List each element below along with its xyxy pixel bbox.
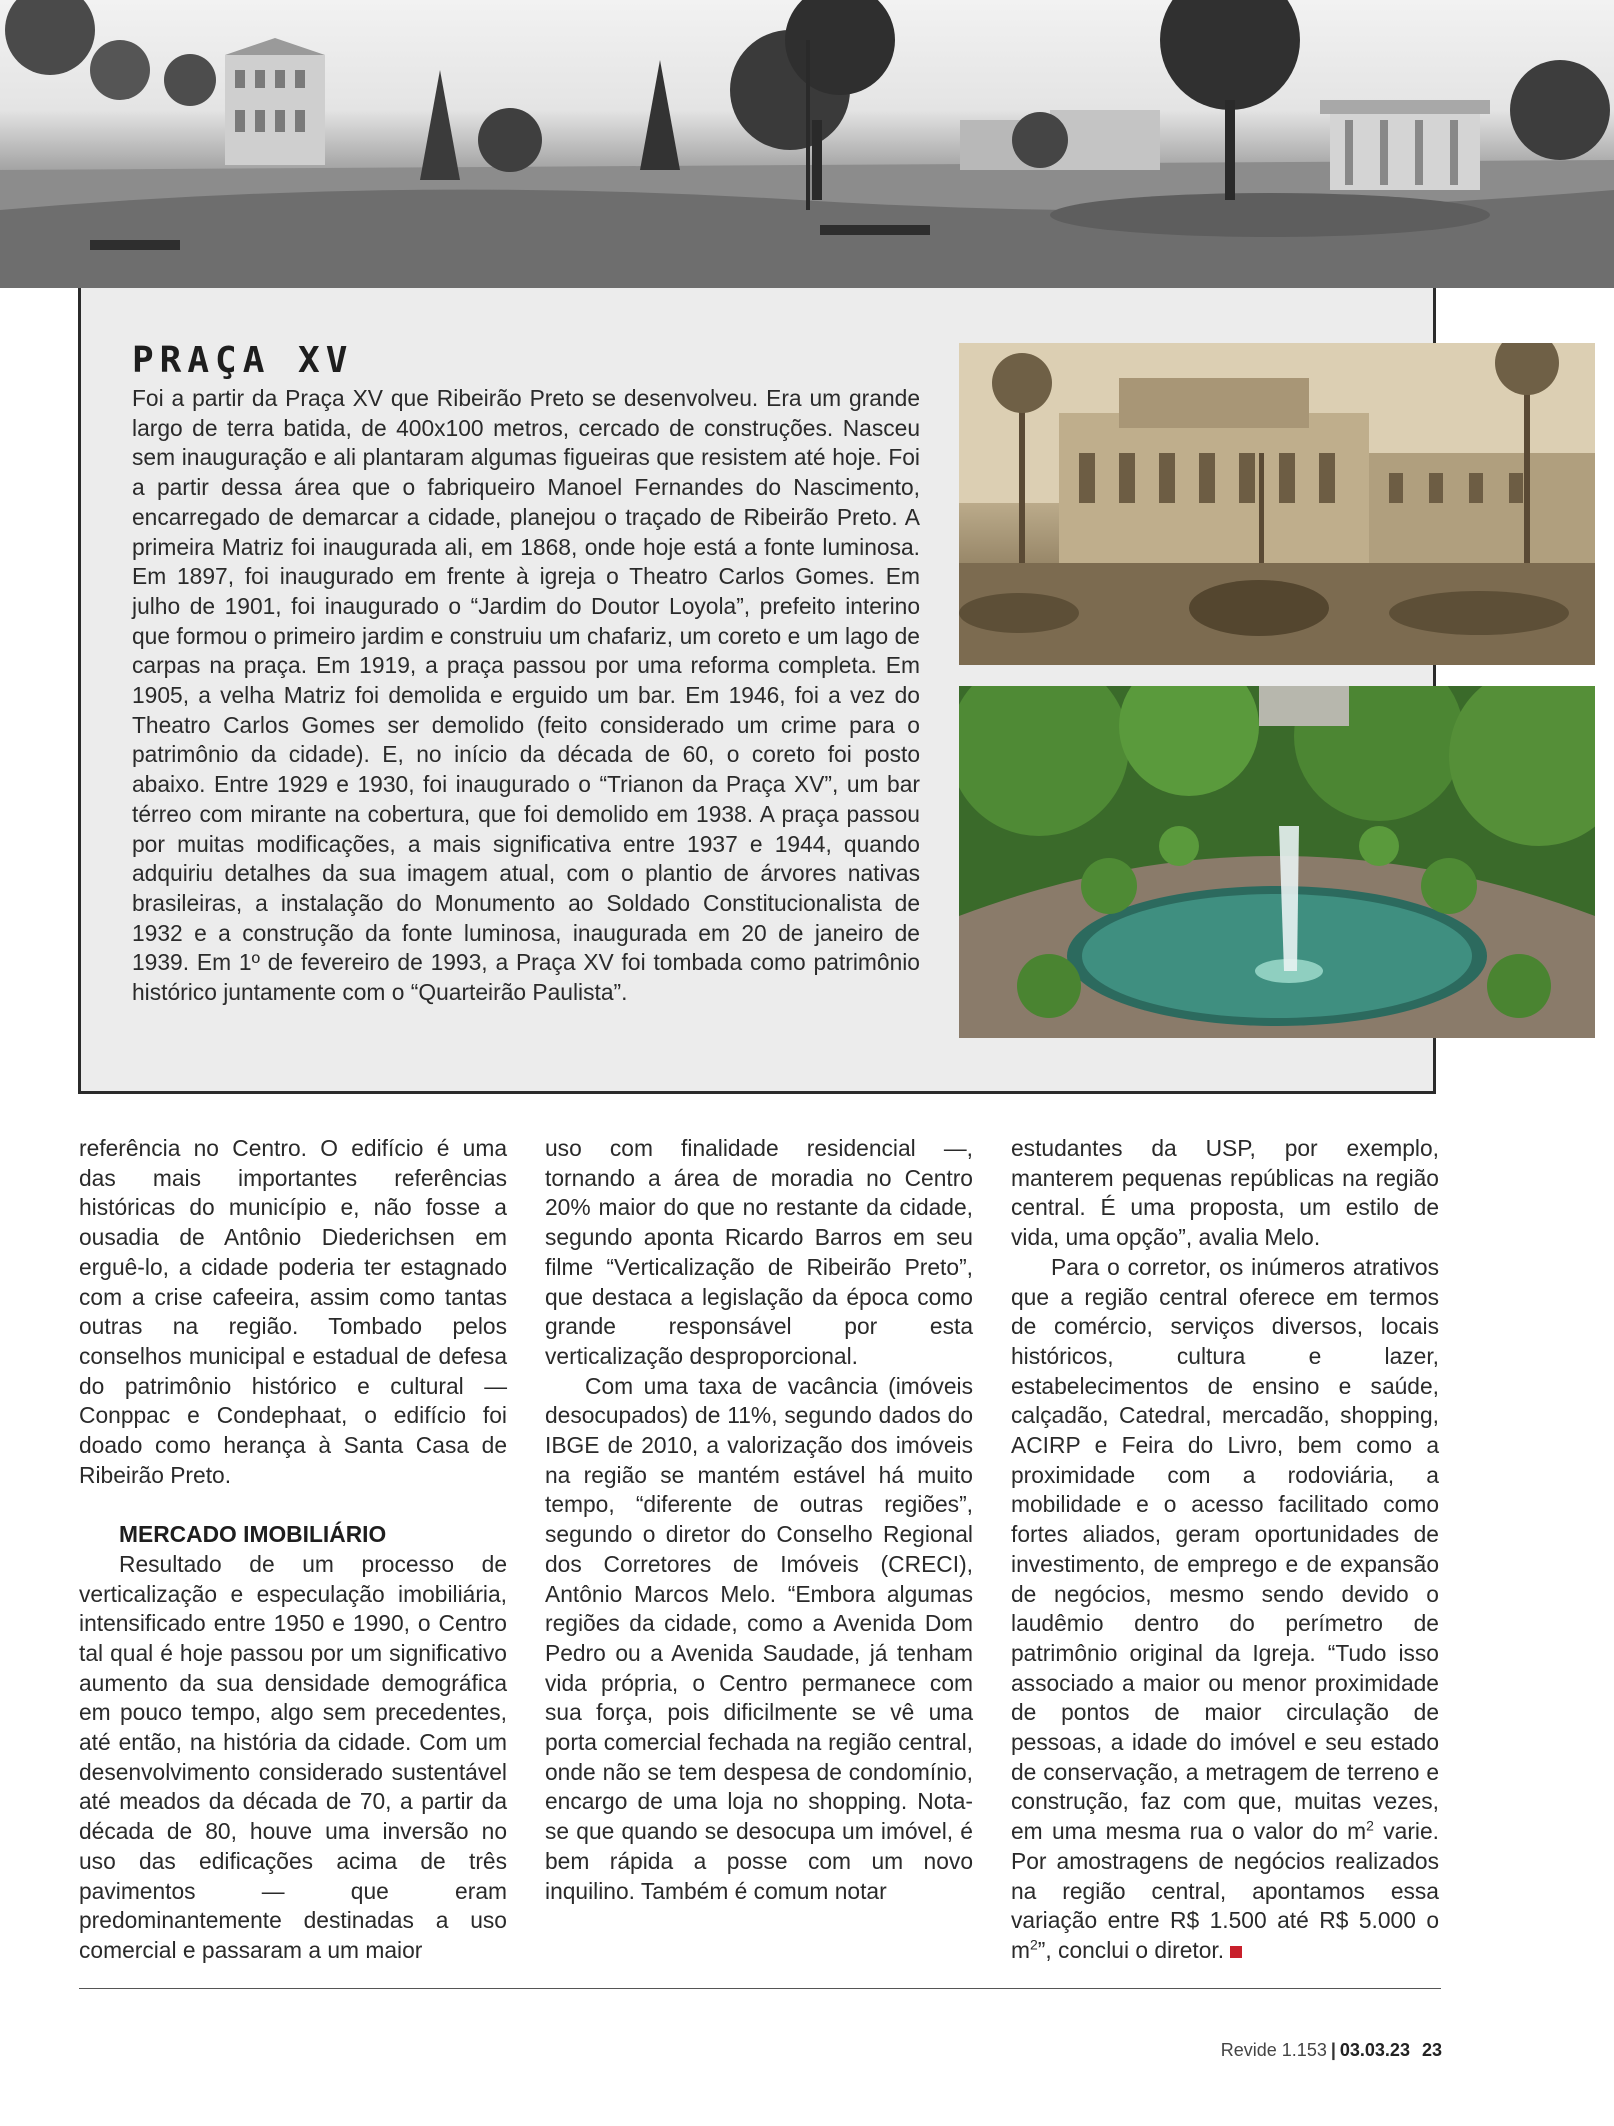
superscript-square-2: 2 [1030, 1936, 1038, 1953]
article-column-3 [1011, 1134, 1439, 1966]
theatre-illustration [959, 343, 1595, 665]
column-3-text-a: Para o corretor, os inúmeros atrativos que a região central oferece em termos de comércio, serviços diversos, locais históricos, cultura e lazer, estabelecimentos de ensino e saúde, calçadão, Catedral, mercadão, shopping, ACIRP e Feira do Livro, bem como a proximidade com a rodoviária, a mobilidade e o acesso facilitado como fortes aliados, geram oportunidades de investimento, de emprego e de expansão de negócios, mesmo sendo devido o laudêmio dentro do perímetro de patrimônio original da Igreja. “Tudo isso associado a maior ou menor proximidade de pontos de maior circulação de pessoas, a idade do imóvel e seu estado de conservação, a metragem de terreno e construção, faz com que, muitas vezes, em uma mesma rua o valor do m [1011, 1253, 1439, 1845]
article-end-square-icon [1230, 1946, 1242, 1958]
fountain-aerial-photo [959, 686, 1595, 1038]
column-3-paragraph-1: estudantes da USP, por exemplo, manterem pequenas repúblicas na região central. É uma proposta, um estilo de vida, uma opção”, avalia Melo. [1011, 1135, 1439, 1251]
column-3-text-c: ”, conclui o diretor. [1037, 1936, 1225, 1963]
sidebar-text: Foi a partir da Praça XV que Ribeirão Preto se desenvolveu. Era um grande largo de terra batida, de 400x100 metros, cercado de construções. Nasceu sem inauguração e ali plantaram algumas figueiras que resistem até hoje. Foi a partir dessa área que o fabriqueiro Manoel Fernandes do Nascimento, encarregado de demarcar a cidade, planejou o traçado de Ribeirão Preto. A primeira Matriz foi inaugurada ali, em 1868, onde hoje está a fonte luminosa. Em 1897, foi inaugurado em frente à igreja o Theatro Carlos Gomes. Em julho de 1901, foi inaugurado o “Jardim do Doutor Loyola”, prefeito interino que formou o primeiro jardim e construiu um chafariz, um coreto e um lago de carpas na praça. Em 1919, a praça passou por uma reforma completa. Em 1905, a velha Matriz foi demolida e erguido um bar. Em 1946, foi a vez do Theatro Carlos Gomes ser demolido (feito considerado um crime para o patrimônio da cidade). E, no início da década de 60, o coreto foi posto abaixo. Entre 1929 e 1930, foi inaugurado o “Trianon da Praça XV”, um bar térreo com mirante na cobertura, que foi demolido em 1938. A praça passou por muitas modificações, a mais significativa entre 1937 e 1944, quando adquiriu detalhes da sua imagem atual, com o plantio de árvores nativas brasileiras, a instalação do Monumento ao Soldado Constitucionalista de 1932 e a construção da fonte luminosa, inaugurada em 20 de janeiro de 1939. Em 1º de fevereiro de 1993, a Praça XV foi tombada como patrimônio histórico juntamente com o “Quarteirão Paulista”. [132, 385, 920, 1006]
footer-separator: | [1330, 2040, 1336, 2060]
footer-divider [79, 1988, 1441, 1989]
panorama-photo [0, 0, 1614, 288]
sidebar-title: PRAÇA XV [132, 340, 354, 381]
column-2-paragraph-1: uso com finalidade residencial —, tornando a área de moradia no Centro 20% maior do que no restante da cidade, segundo aponta Ricardo Barros em seu filme “Verticalização de Ribeirão Preto”, que destaca a legislação da época como grande responsável por esta verticalização desproporcional. [545, 1135, 973, 1369]
theatre-sepia-photo [959, 343, 1595, 665]
panorama-illustration [0, 0, 1614, 288]
column-3-text-b: varie. Por amostragens de negócios realizados na região central, apontamos essa variação entre R$ 1.500 até R$ 5.000 o m [1011, 1818, 1439, 1963]
page-number: 23 [1421, 2040, 1442, 2060]
article-column-2 [545, 1134, 973, 1906]
magazine-issue: Revide 1.153 [1220, 2040, 1327, 2060]
issue-date: 03.03.23 [1339, 2040, 1410, 2060]
section-subhead: MERCADO IMOBILIÁRIO [119, 1521, 387, 1548]
page-footer [1221, 2040, 1442, 2061]
column-2-paragraph-2: Com uma taxa de vacância (imóveis desocupados) de 11%, segundo dados do IBGE de 2010, a valorização dos imóveis na região se mantém estável há muito tempo, “diferente de outras regiões”, segundo o diretor do Conselho Regional dos Corretores de Imóveis (CRECI), Antônio Marcos Melo. “Embora algumas regiões da cidade, como a Avenida Dom Pedro ou a Avenida Saudade, já tenham vida própria, o Centro permanece com sua força, pois dificilmente se vê uma porta comercial fechada na região central, onde não se tem despesa de condomínio, encargo de uma loja no shopping. Nota-se que quando se desocupa um imóvel, é bem rápida a posse com um novo inquilino. Também é comum notar [545, 1372, 973, 1904]
column-3-paragraph-2 [1011, 1253, 1439, 1966]
fountain-illustration [959, 686, 1595, 1038]
column-1-paragraph-1: referência no Centro. O edifício é uma das mais importantes referências históricas do município e, não fosse a ousadia de Antônio Diederichsen em erguê-lo, a cidade poderia ter estagnado com a crise cafeeira, assim como tantas outras na região. Tombado pelos conselhos municipal e estadual de defesa do patrimônio histórico e cultural — Conppac e Condephaat, o edifício foi doado como herança à Santa Casa de Ribeirão Preto. [79, 1135, 507, 1488]
superscript-square-1: 2 [1366, 1817, 1374, 1834]
article-column-1 [79, 1134, 507, 1966]
column-1-paragraph-2: Resultado de um processo de verticalização e especulação imobiliária, intensificado entre 1950 e 1990, o Centro tal qual é hoje passou por um significativo aumento da sua densidade demográfica em pouco tempo, algo sem precedentes, até então, na história da cidade. Com um desenvolvimento considerado sustentável até meados da década de 70, a partir da década de 80, houve uma inversão no uso das edificações acima de três pavimentos — que eram predominantemente destinadas a uso comercial e passaram a um maior [79, 1550, 507, 1963]
